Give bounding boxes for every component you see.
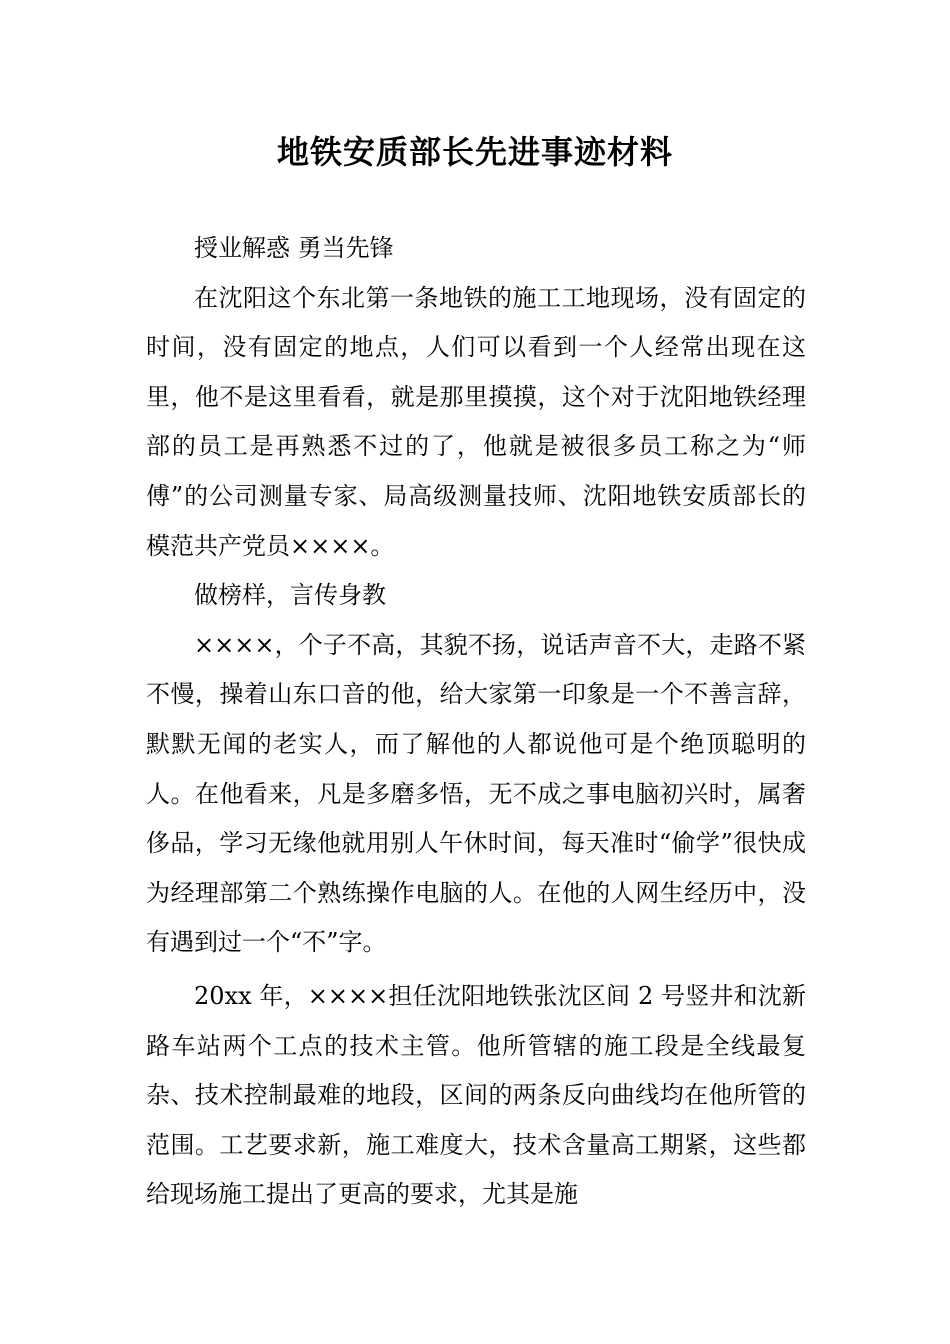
document-body [146, 224, 806, 1220]
body-paragraph-2: ××××，个子不高，其貌不扬，说话声音不大，走路不紧不慢，操着山东口音的他，给大家第一印象是一个不善言辞，默默无闻的老实人，而了解他的人都说他可是个绝顶聪明的人。在他看来，凡是多磨多悟，无不成之事电脑初兴时，属奢侈品，学习无缘他就用别人午休时间，每天准时“偷学”很快成为经理部第二个熟练操作电脑的人。在他的人网生经历中，没有遇到过一个“不”字。 [146, 630, 806, 957]
document-title: 地铁安质部长先进事迹材料 [276, 133, 673, 171]
section-heading-1: 授业解惑 勇当先锋 [194, 234, 394, 262]
body-paragraph-1: 在沈阳这个东北第一条地铁的施工工地现场，没有固定的时间，没有固定的地点，人们可以看到一个人经常出现在这里，他不是这里看看，就是那里摸摸，这个对于沈阳地铁经理部的员工是再熟悉不过的了，他就是被很多员工称之为“师傅”的公司测量专家、局高级测量技师、沈阳地铁安质部长的模范共产党员××××。 [146, 283, 806, 560]
section-heading-2: 做榜样，言传身教 [194, 581, 386, 610]
body-paragraph-3: 20xx 年，××××担任沈阳地铁张沈区间 2 号竖井和沈新路车站两个工点的技术主管。他所管辖的施工段是全线最复杂、技术控制最难的地段，区间的两条反向曲线均在他所管的范围。工艺要求新，施工难度大，技术含量高工期紧，这些都给现场施工提出了更高的要求，尤其是施 [146, 981, 806, 1209]
